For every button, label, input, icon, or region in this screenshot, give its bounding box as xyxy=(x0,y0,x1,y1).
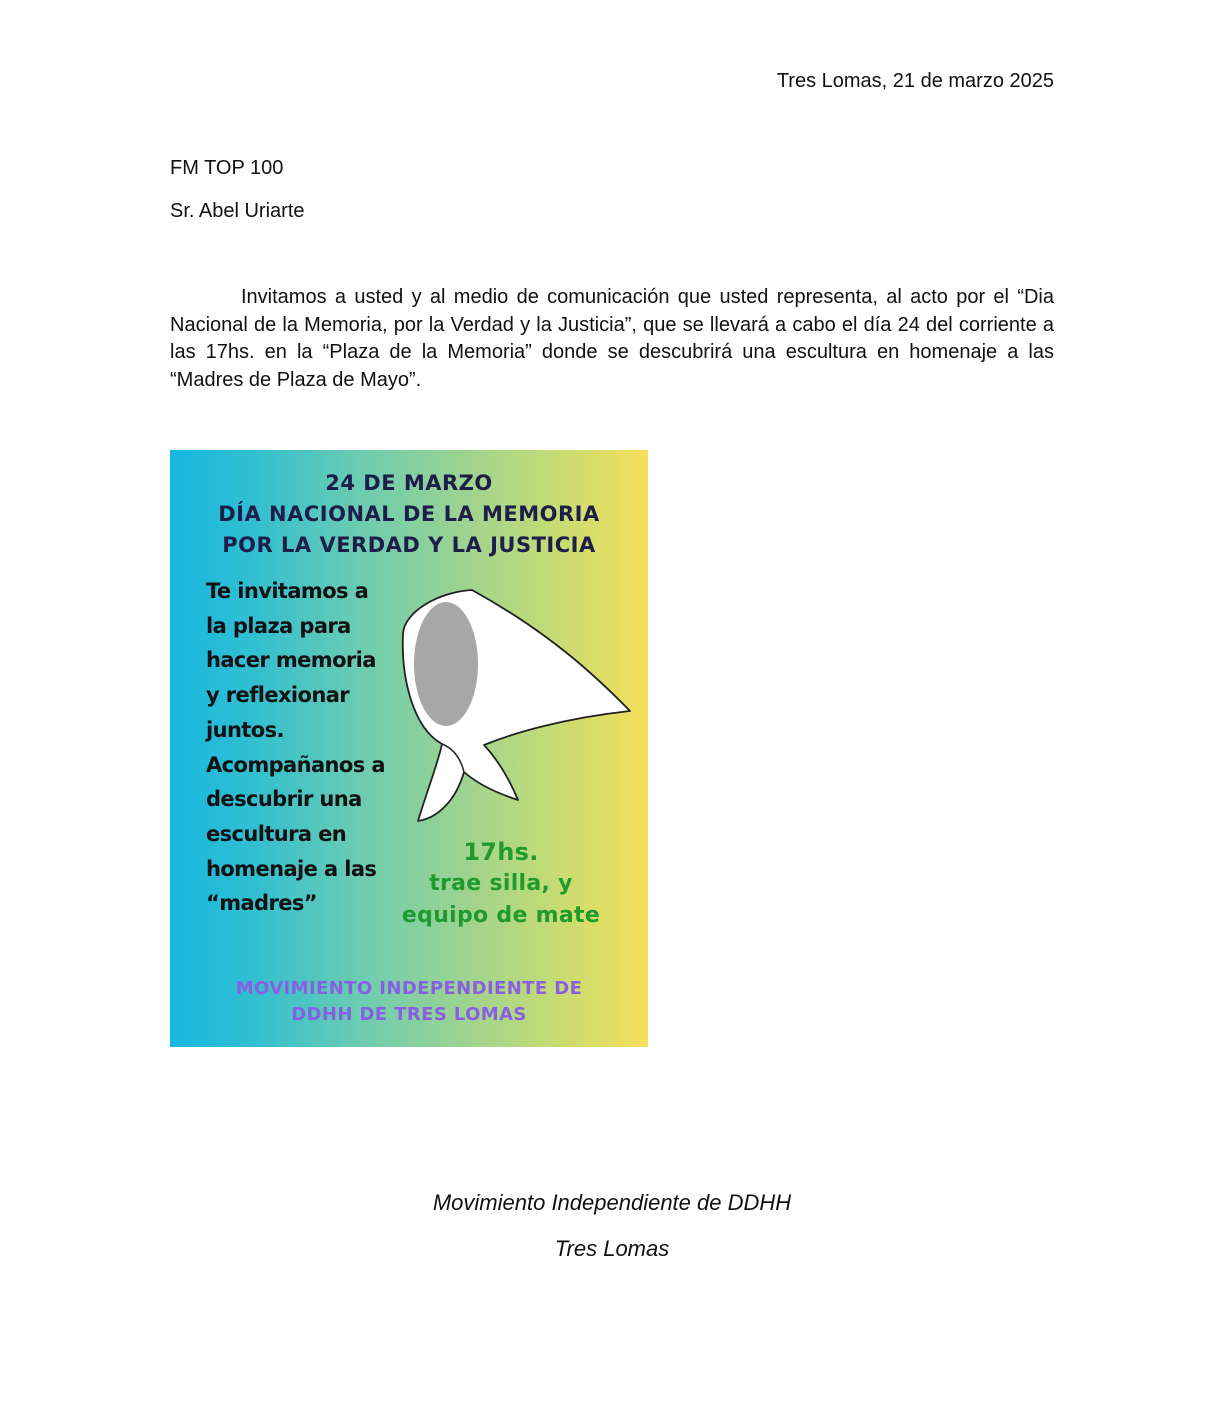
white-headscarf-icon xyxy=(398,578,638,838)
flyer-bring-line: equipo de mate xyxy=(401,903,601,928)
flyer-invite-line: Te invitamos a xyxy=(206,579,369,603)
flyer-organizer-line: MOVIMIENTO INDEPENDIENTE DE xyxy=(235,978,583,999)
flyer-organizer-line: DDHH DE TRES LOMAS xyxy=(291,1004,527,1025)
place-date: Tres Lomas, 21 de marzo 2025 xyxy=(776,70,1054,92)
flyer-event-details xyxy=(398,836,604,932)
flyer-invite-line: homenaje a las xyxy=(206,856,377,881)
flyer-heading-line-2: POR LA VERDAD Y LA JUSTICIA xyxy=(222,533,596,557)
flyer-invite-line: descubrir una xyxy=(206,787,362,812)
flyer-invite-line: hacer memoria xyxy=(206,648,376,673)
letter-body: Invitamos a usted y al medio de comunicación que usted representa, al acto por el “Dia Nacional de la Memoria, por la Verdad y la Justicia”, que se llevará a cabo el día 24 del corriente a las 17hs. en la “Plaza de la Memoria” donde se descubrirá una escultura en homenaje a las “Madres de Plaza de Mayo”. xyxy=(170,286,1054,391)
signature-organization: Movimiento Independiente de DDHH xyxy=(432,1190,792,1215)
event-flyer xyxy=(170,450,648,1047)
flyer-invite-line: “madres” xyxy=(206,891,317,916)
flyer-bring-line: trae silla, y xyxy=(429,871,573,896)
recipient-organization: FM TOP 100 xyxy=(170,157,284,179)
flyer-heading-line-1: DÍA NACIONAL DE LA MEMORIA xyxy=(218,502,600,526)
signature-place: Tres Lomas xyxy=(554,1236,670,1261)
flyer-heading-date: 24 DE MARZO xyxy=(325,471,493,495)
flyer-invite-line: juntos. xyxy=(206,717,284,742)
flyer-invite-line: la plaza para xyxy=(206,613,351,638)
flyer-event-time: 17hs. xyxy=(463,838,539,866)
flyer-invite-line: y reflexionar xyxy=(206,683,350,708)
flyer-invitation-text xyxy=(206,574,406,921)
recipient-name: Sr. Abel Uriarte xyxy=(170,200,305,222)
flyer-heading xyxy=(170,468,648,561)
flyer-invite-line: escultura en xyxy=(206,821,347,846)
flyer-invite-line: Acompañanos a xyxy=(206,752,385,777)
flyer-organizer xyxy=(170,976,648,1028)
